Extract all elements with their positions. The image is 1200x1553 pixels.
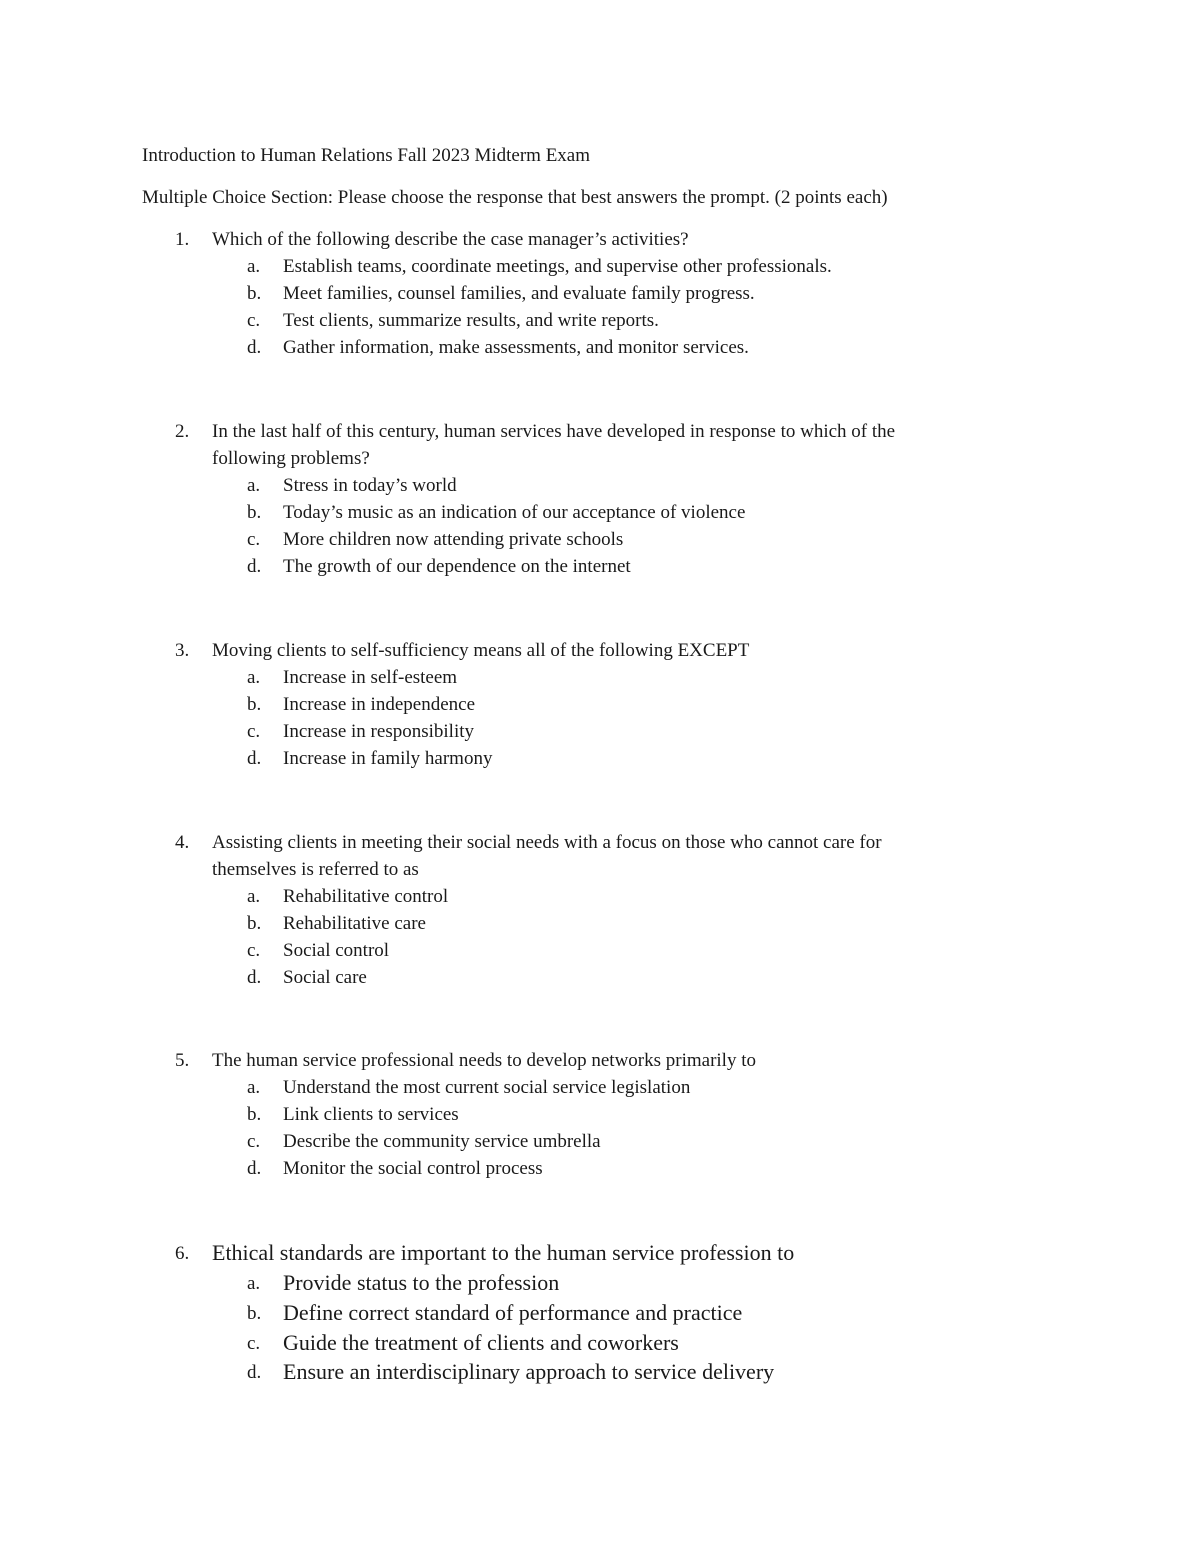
option-letter: b. (247, 1303, 262, 1324)
question-number: 6. (175, 1243, 190, 1264)
option-letter: c. (247, 940, 261, 961)
option-text: Gather information, make assessments, and monitor services. (283, 337, 749, 358)
option-letter: b. (247, 913, 262, 934)
option-text: More children now attending private schools (283, 529, 624, 550)
option-letter: d. (247, 1158, 262, 1179)
option-text: Ensure an interdisciplinary approach to service delivery (283, 1359, 775, 1384)
option-text: Establish teams, coordinate meetings, and supervise other professionals. (283, 256, 832, 277)
option-text: Meet families, counsel families, and evaluate family progress. (283, 283, 755, 304)
option-letter: b. (247, 502, 262, 523)
option-text: Monitor the social control process (283, 1158, 543, 1179)
question-text: Which of the following describe the case manager’s activities? (212, 229, 689, 250)
option-letter: c. (247, 310, 261, 331)
instructions: Multiple Choice Section: Please choose the response that best answers the prompt. (2 points each) (142, 187, 888, 208)
question-number: 2. (175, 421, 190, 442)
option-text: Define correct standard of performance and practice (283, 1300, 743, 1325)
option-letter: d. (247, 967, 262, 988)
question-number: 3. (175, 640, 190, 661)
question-text: Moving clients to self-sufficiency means all of the following EXCEPT (212, 640, 750, 661)
option-text: The growth of our dependence on the internet (283, 556, 631, 577)
option-text: Provide status to the profession (283, 1270, 560, 1295)
option-letter: c. (247, 1333, 261, 1354)
option-text: Rehabilitative care (283, 913, 426, 934)
option-letter: a. (247, 886, 261, 907)
option-letter: d. (247, 337, 262, 358)
option-letter: a. (247, 475, 261, 496)
option-letter: c. (247, 1131, 261, 1152)
option-letter: d. (247, 1362, 262, 1383)
option-letter: b. (247, 283, 262, 304)
question-number: 1. (175, 229, 190, 250)
option-letter: b. (247, 1104, 262, 1125)
option-letter: c. (247, 721, 261, 742)
question-text-continued: themselves is referred to as (212, 859, 419, 880)
option-letter: d. (247, 556, 262, 577)
option-letter: b. (247, 694, 262, 715)
question-text-continued: following problems? (212, 448, 370, 469)
option-text: Social care (283, 967, 367, 988)
option-text: Rehabilitative control (283, 886, 449, 907)
option-letter: a. (247, 667, 261, 688)
question-number: 4. (175, 832, 190, 853)
question-text: In the last half of this century, human services have developed in response to which of the (212, 421, 896, 442)
option-text: Describe the community service umbrella (283, 1131, 601, 1152)
option-text: Increase in family harmony (283, 748, 493, 769)
option-text: Increase in independence (283, 694, 476, 715)
option-letter: a. (247, 256, 261, 277)
option-text: Today’s music as an indication of our acceptance of violence (283, 502, 746, 523)
option-letter: a. (247, 1077, 261, 1098)
option-text: Increase in self-esteem (283, 667, 458, 688)
option-text: Stress in today’s world (283, 475, 457, 496)
option-text: Link clients to services (283, 1104, 459, 1125)
option-text: Test clients, summarize results, and write reports. (283, 310, 659, 331)
question-text: Assisting clients in meeting their social needs with a focus on those who cannot care for (212, 832, 882, 853)
option-letter: d. (247, 748, 262, 769)
question-number: 5. (175, 1050, 190, 1071)
option-text: Guide the treatment of clients and coworkers (283, 1330, 679, 1355)
question-text: The human service professional needs to develop networks primarily to (212, 1050, 756, 1071)
option-text: Social control (283, 940, 390, 961)
option-letter: a. (247, 1273, 261, 1294)
option-text: Understand the most current social service legislation (283, 1077, 691, 1098)
page-title: Introduction to Human Relations Fall 2023 Midterm Exam (142, 145, 591, 166)
question-text: Ethical standards are important to the human service profession to (212, 1240, 795, 1265)
option-letter: c. (247, 529, 261, 550)
option-text: Increase in responsibility (283, 721, 475, 742)
